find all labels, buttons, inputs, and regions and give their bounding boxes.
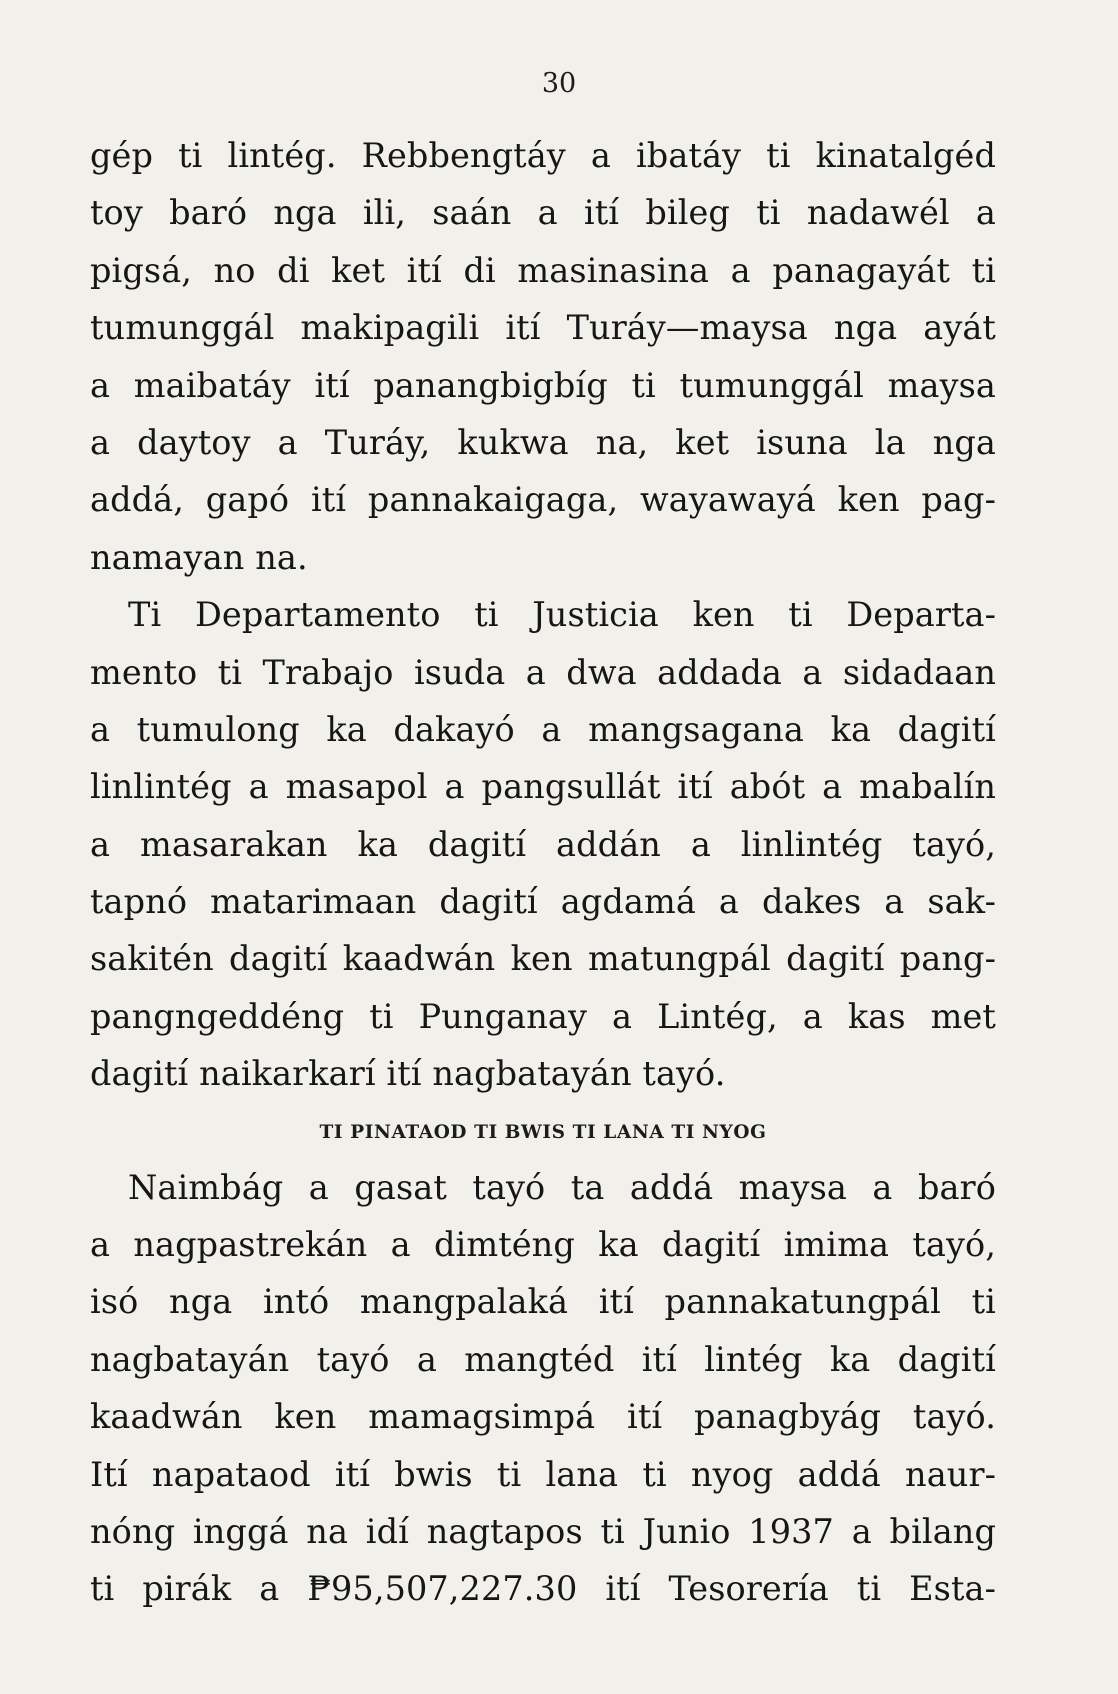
text-line: sakitén dagití kaadwán ken matungpál dagití pang- — [90, 939, 996, 979]
text-line: tapnó matarimaan dagití agdamá a dakes a sak- — [90, 882, 996, 922]
text-line: a maibatáy ití panangbigbíg ti tumunggál maysa — [90, 365, 996, 405]
text-line: gép ti lintég. Rebbengtáy a ibatáy ti kinatalgéd — [90, 136, 996, 175]
body-text — [90, 127, 996, 1618]
text-line: addá, gapó ití pannakaigaga, wayawayá ken pag- — [90, 480, 996, 520]
text-line: ti pirák a ₱95,507,227.30 ití Tesorería ti Esta- — [90, 1569, 996, 1609]
text-line: kaadwán ken mamagsimpá ití panagbyág tayó. — [90, 1397, 996, 1437]
text-line: nagbatayán tayó a mangtéd ití lintég ka dagití — [90, 1339, 996, 1379]
text-line: pigsá, no di ket ití di masinasina a panagayát ti — [90, 250, 996, 290]
text-line: namayan na. — [90, 537, 308, 577]
text-line: tumunggál makipagili ití Turáy—maysa nga ayát — [90, 308, 996, 348]
paragraph-2 — [90, 586, 996, 1103]
page-number: 30 — [541, 68, 577, 99]
text-line: isó nga intó mangpalaká ití pannakatungpál ti — [90, 1282, 996, 1322]
text-line: a daytoy a Turáy, kukwa na, ket isuna la nga — [90, 422, 996, 462]
text-line: a nagpastrekán a dimténg ka dagití imima tayó, — [90, 1225, 996, 1265]
section-heading: TI PINATAOD TI BWIS TI LANA TI NYOG — [319, 1121, 767, 1143]
text-line: dagití naikarkarí ití nagbatayán tayó. — [90, 1054, 726, 1094]
text-line: a tumulong ka dakayó a mangsagana ka dagití — [90, 709, 996, 749]
paragraph-1 — [90, 127, 996, 586]
text-line: Ti Departamento ti Justicia ken ti Departa- — [128, 595, 996, 635]
text-line: Ití napataod ití bwis ti lana ti nyog addá naur- — [90, 1454, 996, 1494]
text-line: pangngeddéng ti Punganay a Lintég, a kas met — [90, 996, 996, 1036]
text-line: Naimbág a gasat tayó ta addá maysa a baró — [128, 1167, 996, 1207]
text-line: mento ti Trabajo isuda a dwa addada a sidadaan — [90, 652, 996, 692]
text-line: a masarakan ka dagití addán a linlintég tayó, — [90, 824, 996, 864]
text-line: toy baró nga ili, saán a ití bileg ti nadawél a — [90, 193, 996, 233]
text-line: linlintég a masapol a pangsullát ití abót a mabalín — [90, 767, 996, 807]
text-line: nóng inggá na idí nagtapos ti Junio 1937 a bilang — [90, 1511, 996, 1551]
paragraph-3 — [90, 1159, 996, 1618]
